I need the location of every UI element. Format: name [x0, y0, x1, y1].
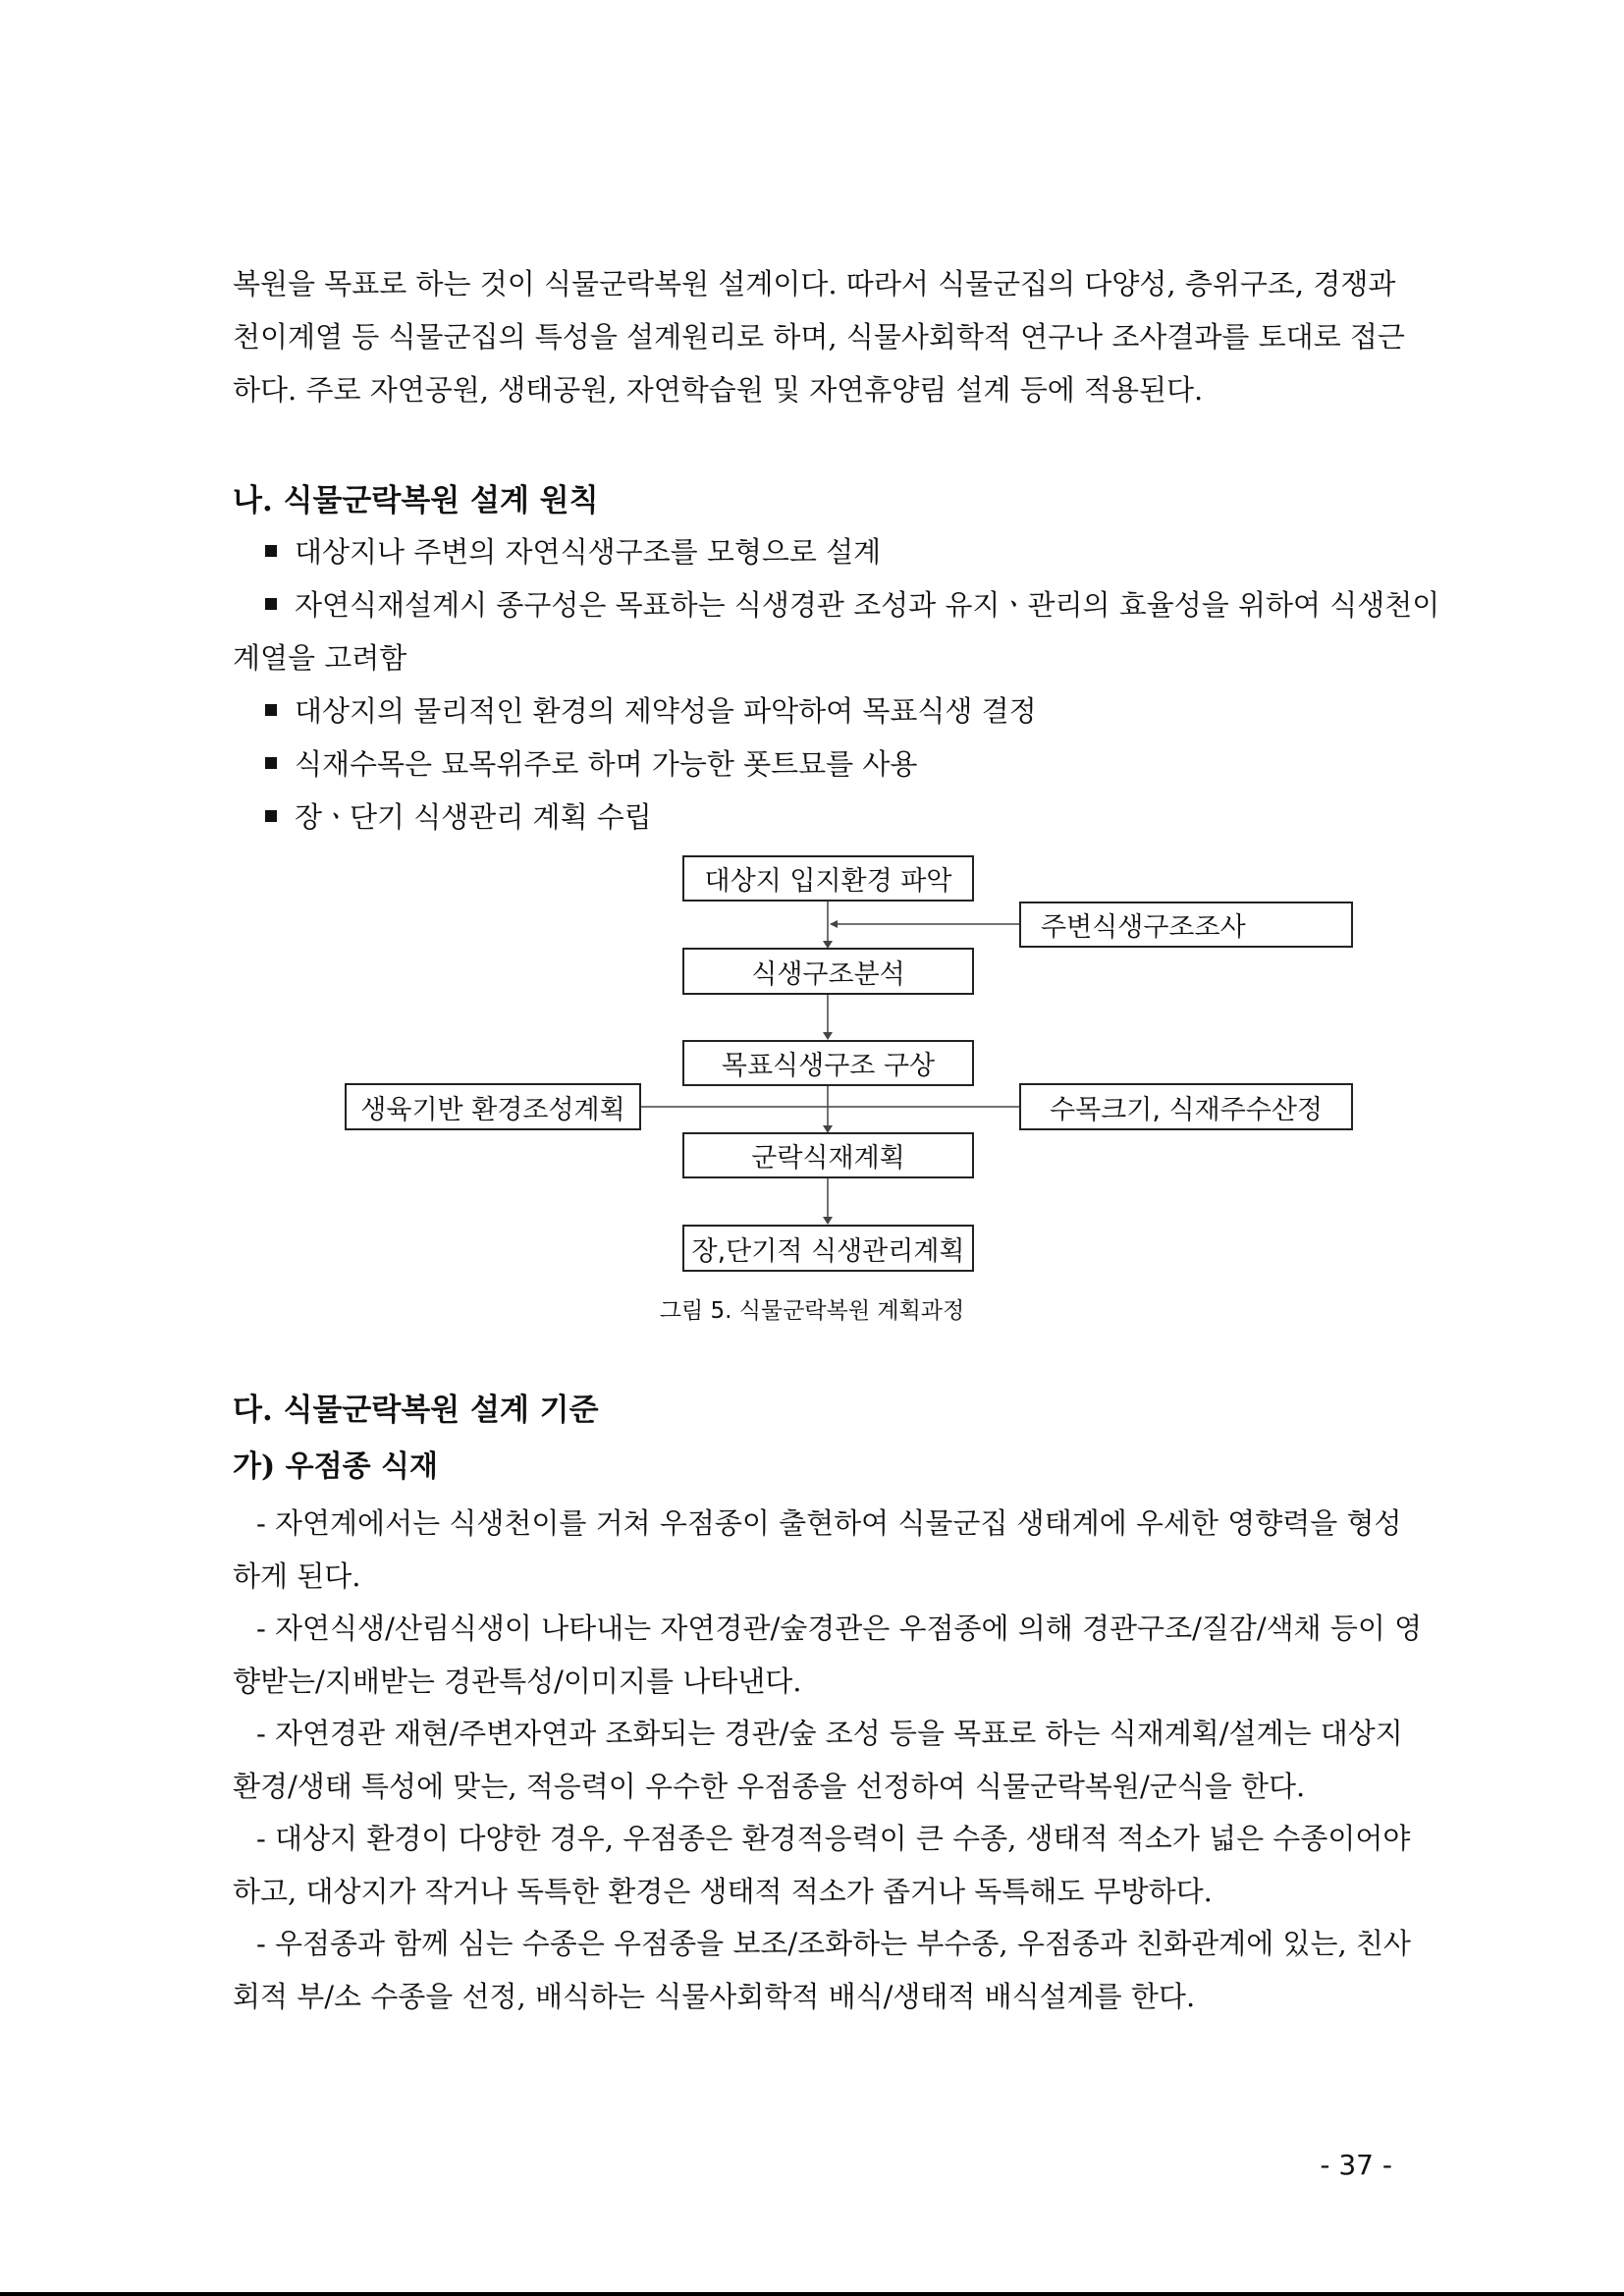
standards-line: - 우점종과 함께 심는 수종은 우점종을 보조/조화하는 부수종, 우점종과 친화관계에 있는, 친사	[256, 1927, 1411, 1960]
box-surrounding-survey: 주변식생구조조사	[1019, 902, 1353, 948]
box-site-analysis: 대상지 입지환경 파악	[682, 855, 974, 902]
standards-line: - 자연계에서는 식생천이를 거쳐 우점종이 출현하여 식물군집 생태계에 우세한 영향력을 형성	[256, 1506, 1402, 1540]
principle-text: 계열을 고려함	[233, 641, 407, 675]
section-heading-standards: 다. 식물군락복원 설계 기준	[233, 1393, 599, 1428]
intro-line: 천이계열 등 식물군집의 특성을 설계원리로 하며, 식물사회학적 연구나 조사결과를 토대로 접근	[233, 320, 1405, 354]
principle-text: 자연식재설계시 종구성은 목표하는 식생경관 조성과 유지ㆍ관리의 효율성을 위하여 식생천이	[295, 588, 1440, 622]
page-number: - 37 -	[1320, 2149, 1392, 2181]
subsection-heading-dominant: 가) 우점종 식재	[233, 1449, 438, 1484]
bottom-rule	[0, 2292, 1624, 2296]
arrow-head-icon	[830, 920, 838, 928]
box-ground-plan: 생육기반 환경조성계획	[345, 1083, 641, 1130]
principle-text: 식재수목은 묘목위주로 하며 가능한 폿트묘를 사용	[295, 747, 918, 781]
principle-text: 장ㆍ단기 식생관리 계획 수립	[295, 800, 652, 834]
standards-line: - 자연경관 재현/주변자연과 조화되는 경관/숲 조성 등을 목표로 하는 식재계획/설계는 대상지	[256, 1717, 1403, 1750]
box-management-plan: 장,단기적 식생관리계획	[682, 1225, 974, 1272]
intro-line: 복원을 목표로 하는 것이 식물군락복원 설계이다. 따라서 식물군집의 다양성, 층위구조, 경쟁과	[233, 267, 1396, 301]
arrow-head-icon	[823, 1032, 833, 1040]
standards-line: 회적 부/소 수종을 선정, 배식하는 식물사회학적 배식/생태적 배식설계를 한다.	[233, 1979, 1196, 2013]
box-vegetation-analysis: 식생구조분석	[682, 948, 974, 995]
arrow-head-icon	[823, 1217, 833, 1225]
standards-line: 하고, 대상지가 작거나 독특한 환경은 생태적 적소가 좁거나 독특해도 무방하다.	[233, 1874, 1213, 1908]
standards-line: - 자연식생/산림식생이 나타내는 자연경관/숲경관은 우점종에 의해 경관구조/질감/색채 등이 영	[256, 1612, 1423, 1645]
section-heading-principles: 나. 식물군락복원 설계 원칙	[233, 483, 599, 519]
box-tree-size: 수목크기, 식재주수산정	[1019, 1083, 1353, 1130]
principle-text: 대상지의 물리적인 환경의 제약성을 파악하여 목표식생 결정	[295, 694, 1037, 728]
box-target-structure: 목표식생구조 구상	[682, 1040, 974, 1086]
standards-line: - 대상지 환경이 다양한 경우, 우점종은 환경적응력이 큰 수종, 생태적 적소가 넓은 수종이어야	[256, 1822, 1411, 1855]
standards-line: 향받는/지배받는 경관특성/이미지를 나타낸다.	[233, 1664, 802, 1698]
box-community-planting: 군락식재계획	[682, 1132, 974, 1178]
intro-line: 하다. 주로 자연공원, 생태공원, 자연학습원 및 자연휴양림 설계 등에 적용된다.	[233, 373, 1204, 407]
figure-caption: 그림 5. 식물군락복원 계획과정	[659, 1298, 965, 1324]
standards-line: 환경/생태 특성에 맞는, 적응력이 우수한 우점종을 선정하여 식물군락복원/군식을 한다.	[233, 1769, 1306, 1803]
standards-paragraph	[233, 1498, 1423, 2023]
principle-text: 대상지나 주변의 자연식생구조를 모형으로 설계	[295, 535, 882, 569]
standards-line: 하게 된다.	[233, 1558, 361, 1593]
